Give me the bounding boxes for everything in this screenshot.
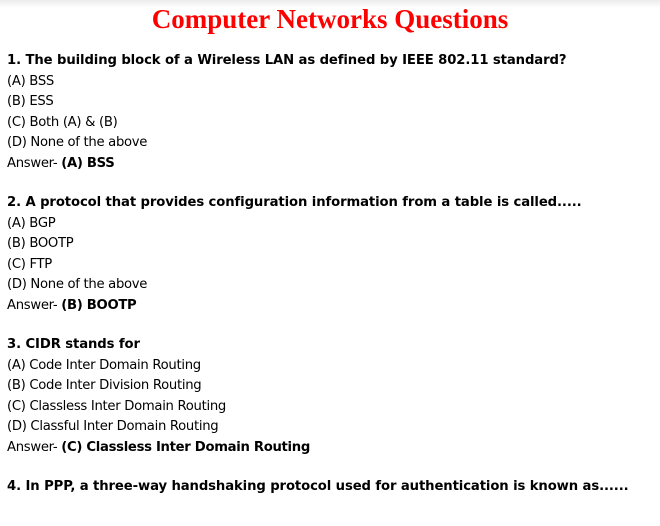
answer-value: (B) BOOTP: [61, 297, 137, 313]
option-c: (C) FTP: [7, 256, 52, 272]
question-1: [7, 51, 660, 174]
answer-line: [7, 296, 660, 317]
question-3: [7, 335, 660, 458]
question-4: [7, 477, 660, 498]
answer-label: Answer-: [7, 297, 62, 313]
option-c: (C) Both (A) & (B): [7, 114, 118, 130]
option-b: (B) ESS: [7, 94, 54, 109]
answer-label: Answer-: [7, 439, 62, 455]
question-text: 2. A protocol that provides configuration information from a table is called.....: [7, 195, 582, 210]
option-b: (B) BOOTP: [7, 236, 74, 251]
answer-line: [7, 154, 660, 175]
option-c: (C) Classless Inter Domain Routing: [7, 398, 226, 414]
option-d: (D) None of the above: [7, 135, 148, 150]
answer-label: Answer-: [7, 155, 62, 171]
answer-value: (C) Classless Inter Domain Routing: [61, 439, 310, 455]
page-title: Computer Networks Questions: [151, 4, 509, 34]
question-text: 1. The building block of a Wireless LAN as defined by IEEE 802.11 standard?: [7, 53, 567, 68]
option-d: (D) Classful Inter Domain Routing: [7, 419, 219, 434]
questions-list: [7, 51, 660, 517]
question-text: 4. In PPP, a three-way handshaking protocol used for authentication is known as......: [7, 479, 629, 494]
question-text: 3. CIDR stands for: [7, 337, 140, 352]
option-b: (B) Code Inter Division Routing: [7, 378, 202, 393]
option-a: (A) BSS: [7, 73, 54, 89]
option-d: (D) None of the above: [7, 277, 148, 292]
question-2: [7, 193, 660, 316]
answer-value: (A) BSS: [61, 155, 115, 171]
answer-line: [7, 438, 660, 459]
option-a: (A) Code Inter Domain Routing: [7, 357, 201, 373]
option-a: (A) BGP: [7, 215, 56, 231]
